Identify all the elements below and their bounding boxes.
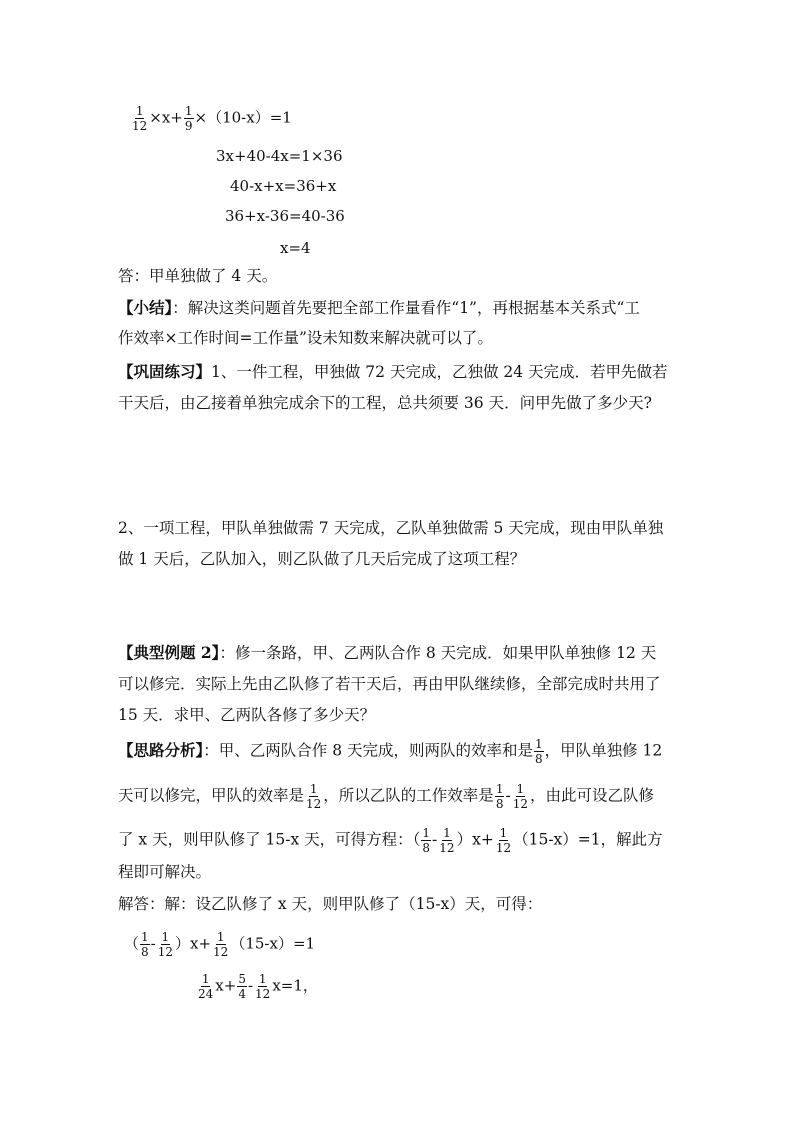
analysis-tag: 【思路分析】 [118, 740, 204, 760]
fraction: $\frac{1}{8}$ [495, 782, 504, 811]
fraction: $\frac{1}{12}$ [495, 826, 512, 855]
equation-line-3: 40-x+x=36+x [230, 177, 337, 195]
fraction: $\frac{1}{8}$ [422, 826, 431, 855]
analysis-text: （15-x）=1，解此方 [513, 830, 663, 849]
practice-tag: 【巩固练习】 [118, 362, 212, 381]
minus-sign: - [505, 786, 511, 805]
analysis-text: ：甲、乙两队合作 8 天完成，则两队的效率和是 [203, 741, 533, 760]
fraction: $\frac{1}{12}$ [306, 782, 322, 811]
example2-line-1 [118, 643, 656, 663]
analysis-text: ，甲队单独修 12 [544, 741, 663, 760]
fraction: $\frac{1}{9}$ [184, 104, 193, 133]
minus-sign: - [432, 830, 438, 849]
analysis-text: 了 x 天，则甲队修了 15-x 天，可得方程：（ [118, 830, 421, 849]
equation-text: ×x+ [149, 108, 183, 127]
answer-line: 答：甲单独做了 4 天。 [118, 267, 278, 285]
equation-line-4: 36+x-36=40-36 [225, 207, 345, 225]
equation-line-1 [130, 104, 292, 133]
analysis-text: ，由此可设乙队修 [529, 786, 654, 805]
analysis-text: 天可以修完，甲队的效率是 [118, 786, 305, 805]
equation-text: x+ [215, 976, 237, 995]
solution-equation-2 [196, 972, 318, 1001]
example2-tag: 【典型例题 2】 [118, 643, 220, 662]
practice-line-2: 干天后，由乙接着单独完成余下的工程，总共须要 36 天．问甲先做了多少天? [118, 394, 652, 412]
fraction: $\frac{1}{12}$ [132, 104, 148, 133]
summary-line-1 [118, 298, 640, 318]
practice-text: 1、一件工程，甲独做 72 天完成，乙独做 24 天完成．若甲先做若 [211, 363, 668, 381]
fraction: $\frac{1}{12}$ [255, 972, 271, 1001]
summary-tag: 【小结】 [118, 298, 173, 317]
fraction: $\frac{1}{12}$ [157, 930, 174, 959]
fraction: $\frac{1}{8}$ [141, 930, 149, 959]
fraction: $\frac{1}{12}$ [512, 782, 528, 811]
practice-q2-line-2: 做 1 天后，乙队加入，则乙队做了几天后完成了这项工程？ [118, 550, 526, 568]
analysis-line-3 [118, 826, 663, 855]
analysis-line-4: 程即可解决。 [118, 863, 212, 881]
practice-line-1 [118, 362, 668, 382]
equation-text: ×（10-x）=1 [194, 108, 292, 127]
summary-text: ：解决这类问题首先要把全部工作量看作“1”，再根据基本关系式“工 [172, 299, 640, 317]
fraction: $\frac{1}{24}$ [198, 972, 214, 1001]
equation-line-5: x=4 [280, 239, 311, 257]
practice-q2-line-1: 2、一项工程，甲队单独做需 7 天完成，乙队单独做需 5 天完成，现由甲队单独 [118, 519, 664, 537]
equation-text: ）x+ [175, 934, 212, 953]
example2-text: ：修一条路，甲、乙两队合作 8 天完成．如果甲队单独修 12 天 [219, 644, 657, 662]
fraction: $\frac{1}{12}$ [439, 826, 455, 855]
minus-sign: - [247, 976, 254, 995]
analysis-line-1 [118, 737, 662, 766]
solution-intro: 解答：解：设乙队修了 x 天，则甲队修了（15-x）天，可得： [118, 895, 543, 913]
fraction: $\frac{1}{8}$ [534, 737, 543, 766]
fraction: $\frac{1}{12}$ [213, 930, 229, 959]
example2-line-2: 可以修完．实际上先由乙队修了若干天后，再由甲队继续修，全部完成时共用了 [118, 675, 661, 693]
equation-text: （15-x）=1 [230, 934, 316, 953]
solution-equation-1 [124, 930, 315, 959]
analysis-text: ，所以乙队的工作效率是 [323, 786, 494, 805]
analysis-line-2 [118, 782, 654, 811]
summary-line-2: 作效率×工作时间=工作量”设未知数来解决就可以了。 [118, 329, 493, 347]
equation-text: x=1， [272, 976, 318, 995]
fraction: $\frac{5}{4}$ [238, 972, 246, 1001]
equation-line-2: 3x+40-4x=1×36 [216, 147, 343, 165]
paren-open: （ [124, 934, 140, 953]
minus-sign: - [150, 934, 156, 953]
analysis-text: ）x+ [456, 830, 494, 849]
example2-line-3: 15 天．求甲、乙两队各修了多少天？ [118, 706, 376, 724]
